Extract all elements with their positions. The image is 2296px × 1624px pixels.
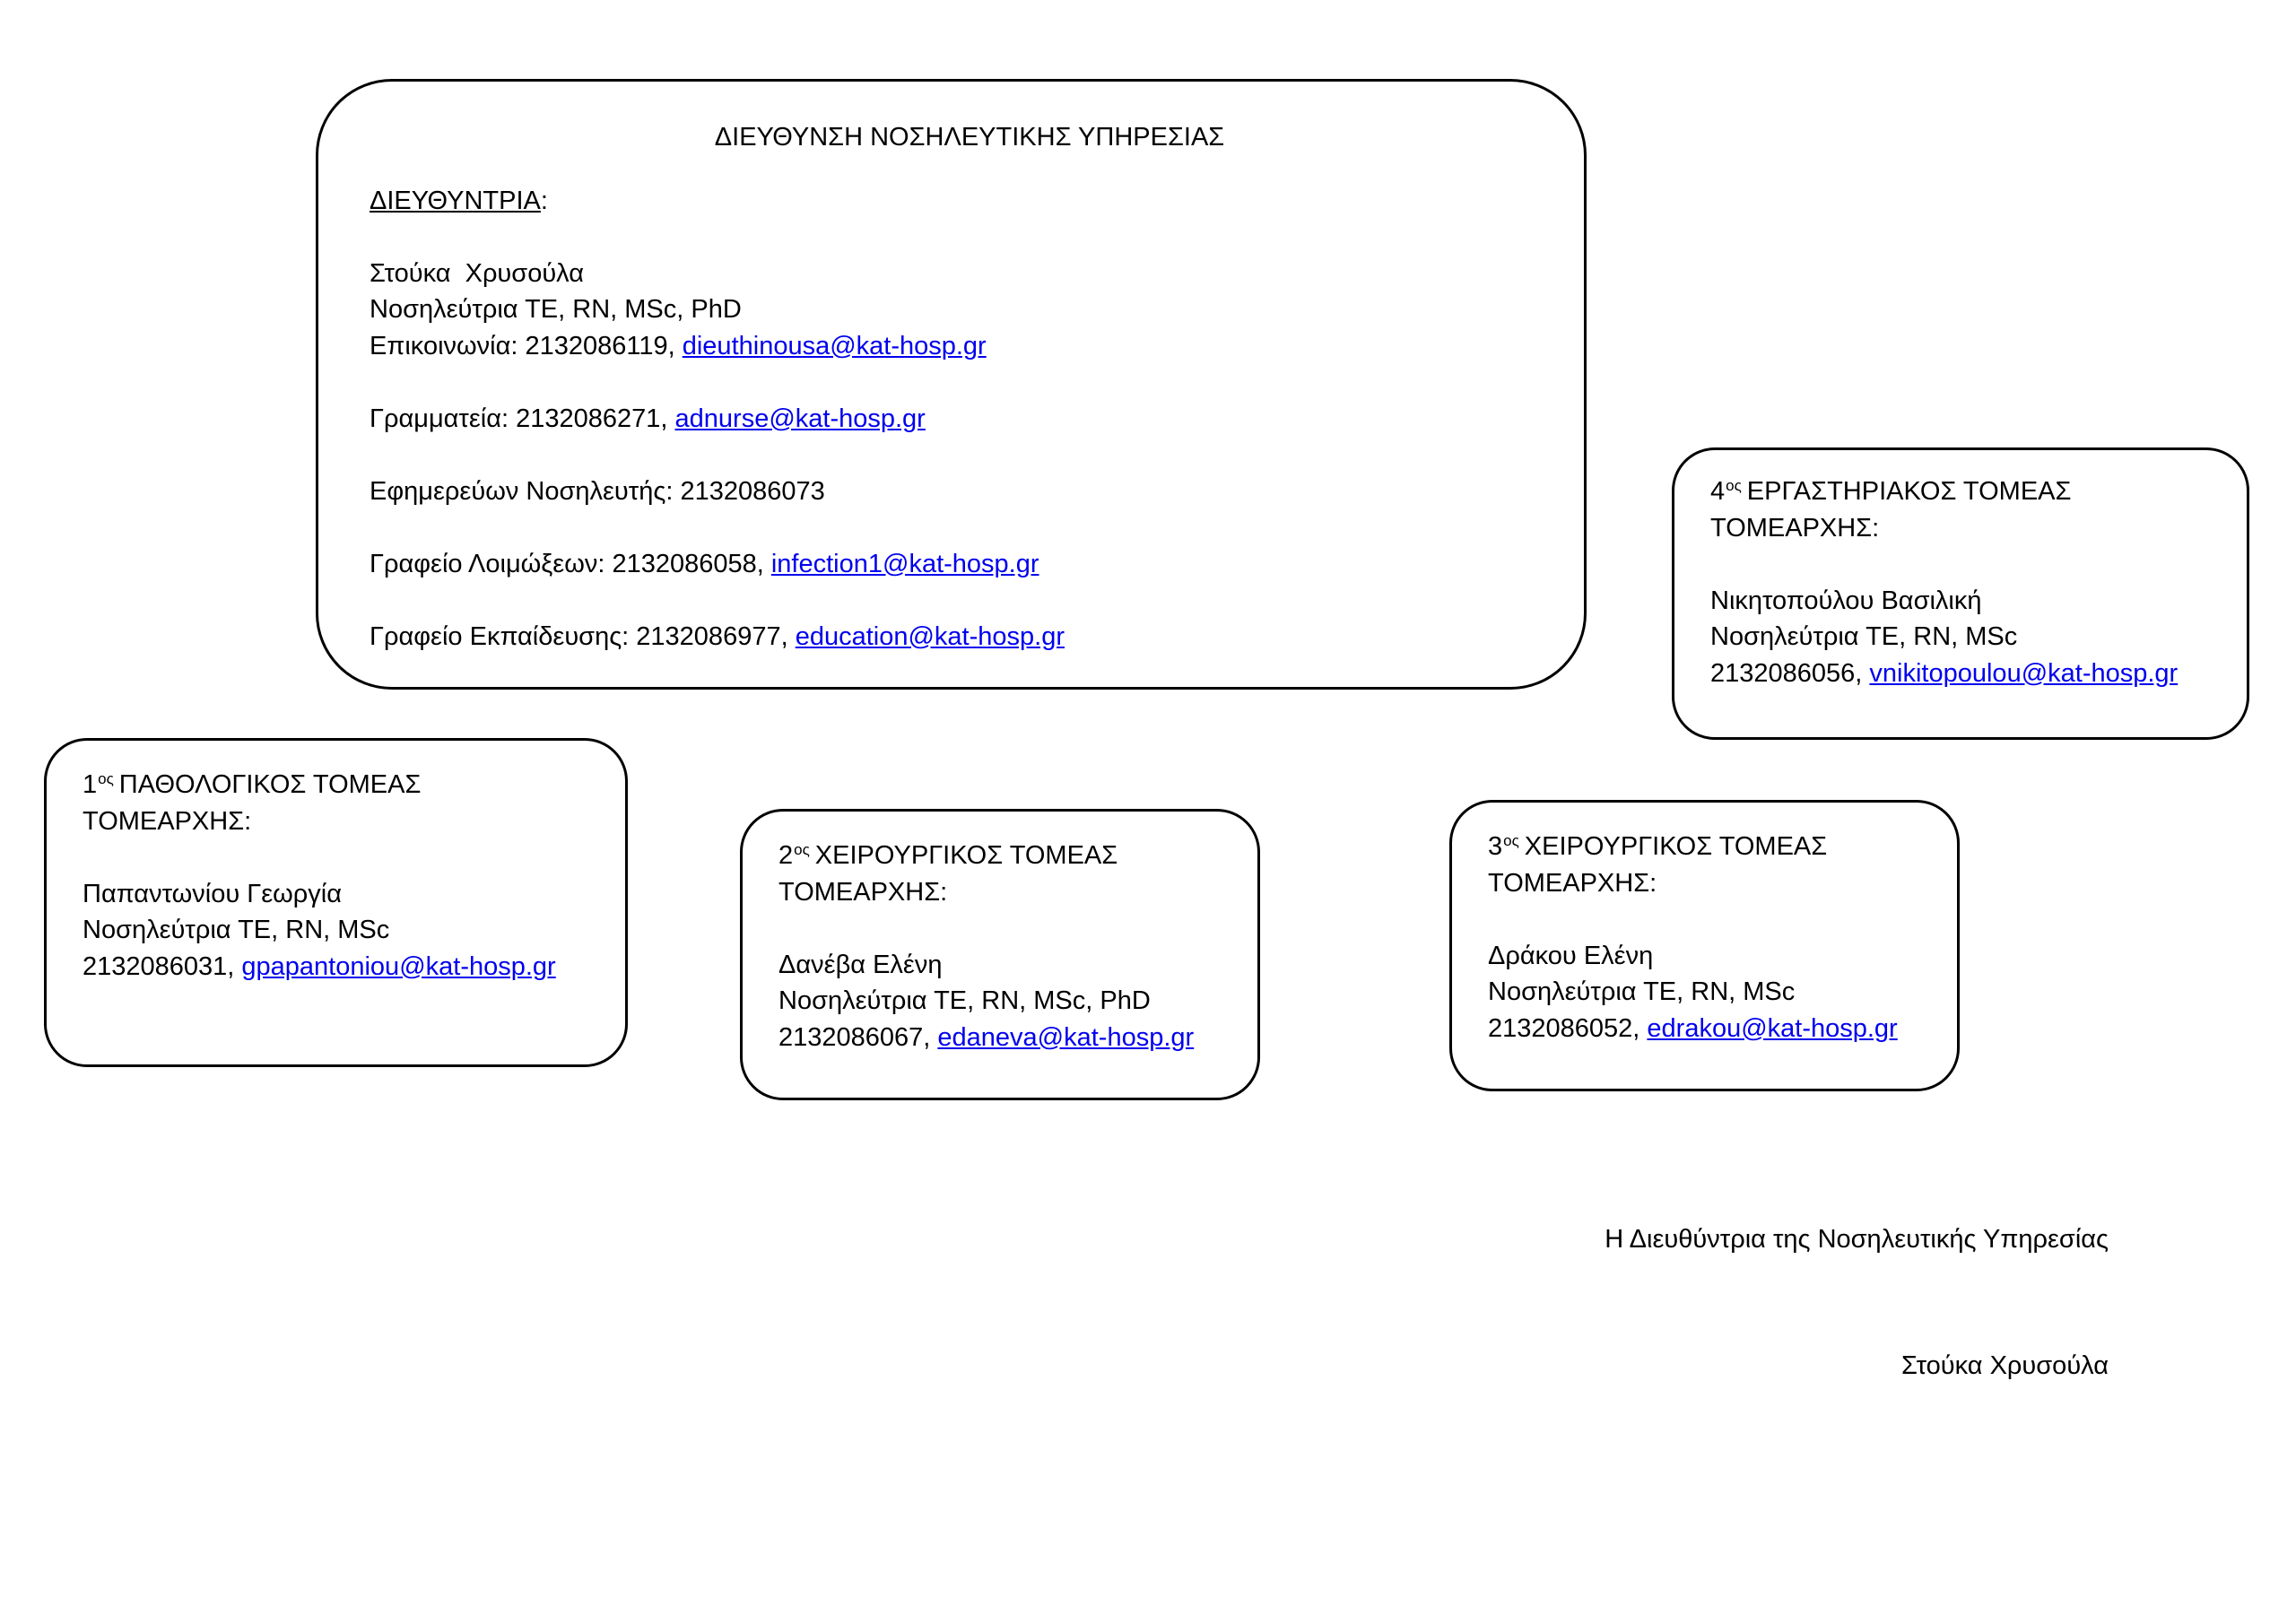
signature-name: Στούκα Χρυσούλα [1901, 1351, 2109, 1380]
sector-head-credentials: Νοσηλεύτρια ΤΕ, RN, MSc [1488, 977, 1796, 1006]
directorate-title: ΔΙΕΥΘΥΝΣΗ ΝΟΣΗΛΕΥΤΙΚΗΣ ΥΠΗΡΕΣΙΑΣ [714, 123, 1225, 152]
directorate-box [316, 79, 1587, 690]
sector-head-name: Παπαντωνίου Γεωργία [83, 879, 342, 908]
spacer [370, 582, 1534, 619]
director-credentials: Νοσηλεύτρια ΤΕ, RN, MSc, PhD [370, 295, 742, 324]
sector-box-4 [1672, 447, 2249, 740]
director-heading [370, 183, 1534, 220]
sector-head-credentials: Νοσηλεύτρια ΤΕ, RN, MSc, PhD [778, 986, 1151, 1015]
sector-head-credentials: Νοσηλεύτρια ΤΕ, RN, MSc [1710, 622, 2018, 651]
sector-box-1 [44, 738, 628, 1067]
sector-number: 2 [778, 841, 794, 870]
sector-head-label: ΤΟΜΕΑΡΧΗΣ: [778, 877, 948, 907]
secretariat-text: Γραμματεία: 2132086271, [370, 404, 675, 433]
sector-title [83, 767, 625, 803]
sector-phone: 2132086067, [778, 1022, 938, 1052]
sector-ordinal: ος [98, 770, 114, 787]
sector-name: ΕΡΓΑΣΤΗΡΙΑΚΟΣ ΤΟΜΕΑΣ [1746, 477, 2072, 506]
sector-name: ΠΑΘΟΛΟΓΙΚΟΣ ΤΟΜΕΑΣ [118, 770, 422, 799]
sector-email-link[interactable]: vnikitopoulou@kat-hosp.gr [1869, 658, 2179, 688]
sector-email-link[interactable]: edrakou@kat-hosp.gr [1647, 1013, 1898, 1043]
infections-email-link[interactable]: infection1@kat-hosp.gr [770, 549, 1039, 578]
sector-title [778, 838, 1257, 874]
education-text: Γραφείο Εκπαίδευσης: 2132086977, [370, 621, 796, 651]
sector-ordinal: ος [794, 841, 810, 858]
spacer [370, 364, 1534, 401]
sector-box-2 [740, 809, 1260, 1100]
sector-ordinal: ος [1726, 477, 1742, 494]
sector-phone: 2132086052, [1488, 1013, 1648, 1043]
sector-head-name: Νικητοπούλου Βασιλική [1710, 586, 1982, 615]
sector-number: 3 [1488, 832, 1503, 861]
sector-contact [1710, 656, 2247, 692]
education-line [370, 619, 1534, 656]
sector-head-credentials: Νοσηλεύτρια ΤΕ, RN, MSc [83, 916, 390, 944]
sector-head-label: ΤΟΜΕΑΡΧΗΣ: [1710, 513, 1880, 543]
sector-phone: 2132086031, [83, 951, 242, 981]
spacer [370, 437, 1534, 473]
director-label: ΔΙΕΥΘΥΝΤΡΙΑ [370, 186, 541, 215]
sector-email-link[interactable]: edaneva@kat-hosp.gr [937, 1022, 1195, 1052]
spacer [1488, 901, 1957, 938]
spacer [370, 509, 1534, 546]
sector-ordinal: ος [1503, 832, 1519, 849]
sector-number: 4 [1710, 477, 1726, 506]
sector-number: 1 [83, 770, 98, 799]
spacer [778, 910, 1257, 947]
sector-phone: 2132086056, [1710, 658, 1870, 688]
director-colon: : [540, 186, 548, 215]
spacer [83, 839, 625, 876]
sector-contact [778, 1020, 1257, 1056]
sector-email-link[interactable]: gpapantoniou@kat-hosp.gr [241, 951, 556, 981]
signature-role: Η Διευθύντρια της Νοσηλευτικής Υπηρεσίας [1605, 1225, 2109, 1254]
infections-line [370, 546, 1534, 583]
director-email-link[interactable]: dieuthinousa@kat-hosp.gr [682, 331, 987, 360]
sector-title [1488, 829, 1957, 865]
sector-name: ΧΕΙΡΟΥΡΓΙΚΟΣ ΤΟΜΕΑΣ [814, 841, 1118, 870]
director-name: Στούκα Χρυσούλα [370, 258, 585, 288]
spacer [1710, 546, 2247, 583]
director-contact [370, 328, 1534, 365]
sector-head-name: Δράκου Ελένη [1488, 941, 1654, 970]
sector-box-3 [1449, 800, 1960, 1091]
infections-text: Γραφείο Λοιμώξεων: 2132086058, [370, 549, 771, 578]
on-duty-line: Εφημερεύων Νοσηλευτής: 2132086073 [370, 476, 825, 506]
sector-contact [83, 949, 625, 986]
sector-head-name: Δανέβα Ελένη [778, 950, 943, 979]
education-email-link[interactable]: education@kat-hosp.gr [795, 621, 1065, 651]
sector-head-label: ΤΟΜΕΑΡΧΗΣ: [1488, 868, 1657, 898]
sector-head-label: ΤΟΜΕΑΡΧΗΣ: [83, 806, 252, 836]
secretariat-line [370, 401, 1534, 438]
sector-name: ΧΕΙΡΟΥΡΓΙΚΟΣ ΤΟΜΕΑΣ [1524, 832, 1828, 861]
sector-title [1710, 473, 2247, 510]
secretariat-email-link[interactable]: adnurse@kat-hosp.gr [674, 404, 926, 433]
spacer [370, 219, 1534, 256]
director-contact-text: Επικοινωνία: 2132086119, [370, 331, 683, 360]
sector-contact [1488, 1011, 1957, 1047]
